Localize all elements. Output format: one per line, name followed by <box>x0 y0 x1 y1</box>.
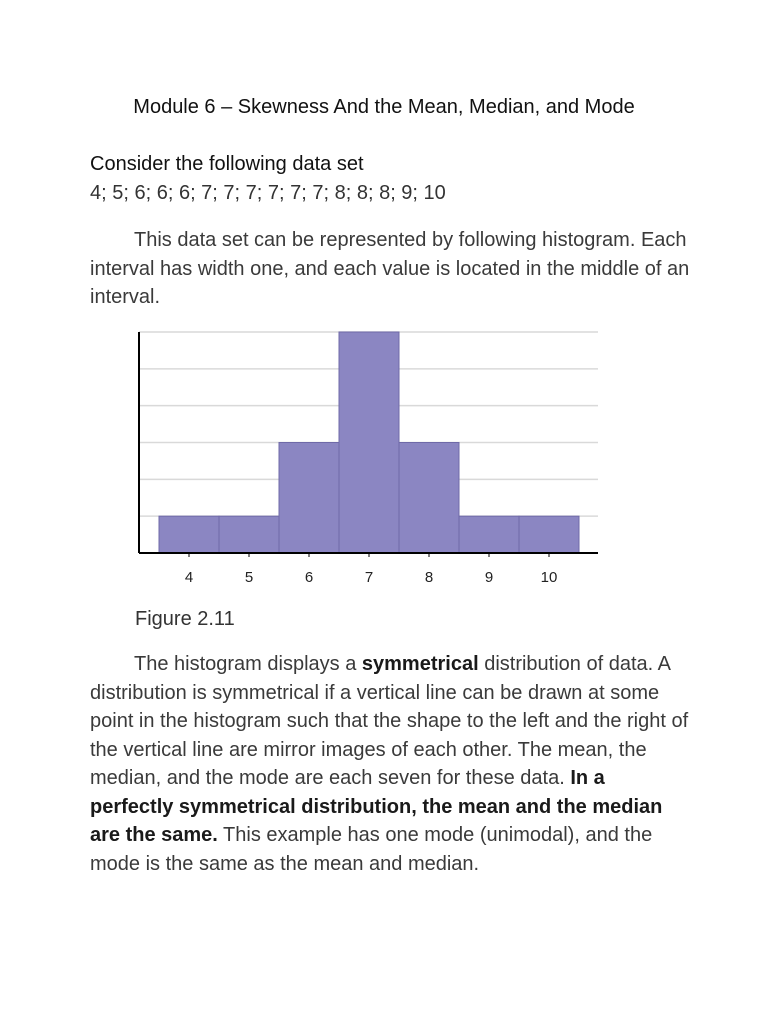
histogram-bar-7 <box>339 332 399 553</box>
x-tick-label-8: 8 <box>424 569 434 586</box>
histogram-bar-10 <box>519 516 579 553</box>
section-heading: Consider the following data set <box>90 153 364 175</box>
explanation-paragraph <box>90 650 690 878</box>
histogram-bar-8 <box>399 443 459 554</box>
x-tick-label-5: 5 <box>244 569 254 586</box>
x-tick-label-4: 4 <box>184 569 194 586</box>
explanation-text-1: The histogram displays a <box>134 653 362 675</box>
histogram-chart <box>134 325 604 587</box>
data-set-values: 4; 5; 6; 6; 6; 7; 7; 7; 7; 7; 7; 8; 8; 8; 9; 10 <box>90 182 446 204</box>
intro-paragraph-text: This data set can be represented by following histogram. Each interval has width one, and each value is located in the middle of an interval. <box>90 229 690 308</box>
histogram-bar-6 <box>279 443 339 554</box>
explanation-bold-2: In a perfectly symmetrical distribution, the mean and the median are the same. <box>90 767 663 846</box>
histogram-bar-9 <box>459 516 519 553</box>
x-tick-label-7: 7 <box>364 569 374 586</box>
page-title: Module 6 – Skewness And the Mean, Median, and Mode <box>133 96 635 118</box>
x-tick-label-9: 9 <box>484 569 494 586</box>
intro-paragraph <box>90 226 690 312</box>
x-tick-label-10: 10 <box>540 569 558 586</box>
figure-caption: Figure 2.11 <box>135 608 235 630</box>
explanation-text-3: This example has one mode (unimodal), and the mode is the same as the mean and median. <box>90 824 653 875</box>
histogram-bar-5 <box>219 516 279 553</box>
histogram-figure <box>134 325 604 592</box>
x-tick-label-6: 6 <box>304 569 314 586</box>
explanation-bold-1: symmetrical <box>361 653 479 675</box>
histogram-bar-4 <box>159 516 219 553</box>
x-tick-labels <box>185 569 558 586</box>
explanation-text-2: distribution of data. A distribution is symmetrical if a vertical line can be drawn at some point in the histogram such that the shape to the left and the right of the vertical line are mirror images of each other. The mean, the median, and the mode are each seven for these data. <box>90 653 689 789</box>
